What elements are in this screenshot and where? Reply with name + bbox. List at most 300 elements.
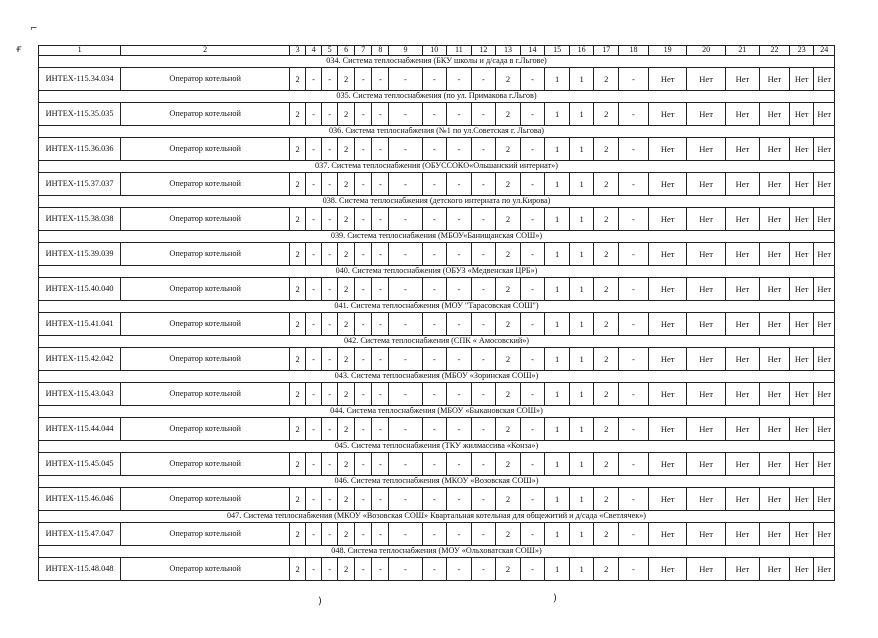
value-cell: 1 [545, 103, 570, 126]
value-cell: Нет [814, 68, 835, 91]
value-cell: 1 [569, 208, 594, 231]
value-cell: - [447, 558, 472, 581]
value-cell: Нет [789, 173, 814, 196]
value-cell: - [372, 313, 389, 336]
value-cell: 1 [569, 523, 594, 546]
value-cell: Нет [648, 173, 686, 196]
value-cell: Нет [760, 313, 790, 336]
value-cell: - [306, 523, 322, 546]
table-row [39, 68, 835, 91]
value-cell: Нет [725, 383, 759, 406]
value-cell: - [619, 383, 649, 406]
value-cell: - [372, 348, 389, 371]
system-title: 045. Система теплоснабжения (ТКУ жилмассива «Конза») [39, 441, 835, 453]
value-cell: 1 [545, 348, 570, 371]
value-cell: 2 [338, 488, 355, 511]
value-cell: Нет [760, 68, 790, 91]
workplace-code: ИНТЕХ-115.37.037 [39, 173, 121, 196]
value-cell: Нет [814, 348, 835, 371]
value-cell: - [372, 523, 389, 546]
value-cell: 1 [569, 243, 594, 266]
workplace-code: ИНТЕХ-115.48.048 [39, 558, 121, 581]
value-cell: - [471, 173, 496, 196]
value-cell: Нет [814, 103, 835, 126]
job-title: Оператор котельной [121, 173, 290, 196]
value-cell: - [471, 103, 496, 126]
value-cell: - [355, 383, 372, 406]
system-title-row [39, 91, 835, 103]
value-cell: - [389, 558, 422, 581]
value-cell: Нет [789, 208, 814, 231]
system-title: 044. Система теплоснабжения (МБОУ «Быкановская СОШ») [39, 406, 835, 418]
value-cell: - [520, 523, 545, 546]
table-row [39, 243, 835, 266]
column-number: 21 [725, 46, 759, 56]
value-cell: - [422, 348, 447, 371]
job-title: Оператор котельной [121, 278, 290, 301]
value-cell: Нет [814, 313, 835, 336]
value-cell: - [447, 68, 472, 91]
value-cell: Нет [789, 68, 814, 91]
value-cell: Нет [687, 243, 725, 266]
value-cell: 2 [594, 523, 619, 546]
value-cell: - [355, 68, 372, 91]
scan-mark-left-edge: ғ [16, 44, 22, 55]
value-cell: 2 [290, 103, 306, 126]
value-cell: - [372, 208, 389, 231]
value-cell: - [389, 488, 422, 511]
value-cell: Нет [725, 418, 759, 441]
value-cell: - [389, 138, 422, 161]
value-cell: - [471, 383, 496, 406]
value-cell: 1 [545, 208, 570, 231]
value-cell: - [306, 488, 322, 511]
value-cell: - [520, 103, 545, 126]
value-cell: Нет [687, 383, 725, 406]
value-cell: - [306, 453, 322, 476]
value-cell: 2 [496, 383, 521, 406]
value-cell: 1 [569, 68, 594, 91]
value-cell: 2 [594, 453, 619, 476]
value-cell: 2 [290, 348, 306, 371]
value-cell: - [447, 453, 472, 476]
job-title: Оператор котельной [121, 348, 290, 371]
value-cell: 2 [338, 173, 355, 196]
value-cell: Нет [760, 558, 790, 581]
value-cell: Нет [789, 243, 814, 266]
system-title: 035. Система теплоснабжения (по ул. Примакова г.Льгов) [39, 91, 835, 103]
value-cell: 2 [496, 243, 521, 266]
value-cell: 2 [594, 313, 619, 336]
value-cell: - [355, 103, 372, 126]
scan-mark-bottom-2: ) [553, 593, 557, 604]
value-cell: 2 [338, 558, 355, 581]
value-cell: 2 [594, 138, 619, 161]
value-cell: 2 [594, 173, 619, 196]
value-cell: - [422, 453, 447, 476]
column-number: 2 [121, 46, 290, 56]
value-cell: 2 [338, 383, 355, 406]
value-cell: Нет [687, 103, 725, 126]
job-title: Оператор котельной [121, 243, 290, 266]
value-cell: 1 [545, 313, 570, 336]
table-row [39, 208, 835, 231]
staffing-table-sheet [38, 45, 835, 581]
value-cell: 2 [290, 313, 306, 336]
table-row [39, 313, 835, 336]
value-cell: - [372, 68, 389, 91]
value-cell: - [389, 68, 422, 91]
value-cell: Нет [648, 68, 686, 91]
column-number: 3 [290, 46, 306, 56]
value-cell: - [355, 348, 372, 371]
value-cell: - [372, 453, 389, 476]
table-row [39, 418, 835, 441]
value-cell: Нет [648, 208, 686, 231]
value-cell: 2 [594, 103, 619, 126]
value-cell: 2 [496, 208, 521, 231]
value-cell: - [322, 453, 338, 476]
value-cell: - [619, 453, 649, 476]
value-cell: Нет [760, 418, 790, 441]
value-cell: - [619, 68, 649, 91]
value-cell: 1 [569, 558, 594, 581]
staffing-table [38, 45, 835, 581]
value-cell: - [306, 68, 322, 91]
value-cell: - [389, 453, 422, 476]
value-cell: 2 [338, 523, 355, 546]
value-cell: - [447, 173, 472, 196]
value-cell: Нет [725, 173, 759, 196]
workplace-code: ИНТЕХ-115.42.042 [39, 348, 121, 371]
column-number: 17 [594, 46, 619, 56]
value-cell: 2 [290, 173, 306, 196]
column-number: 4 [306, 46, 322, 56]
value-cell: - [471, 243, 496, 266]
value-cell: - [447, 208, 472, 231]
value-cell: 2 [290, 453, 306, 476]
workplace-code: ИНТЕХ-115.39.039 [39, 243, 121, 266]
system-title-row [39, 406, 835, 418]
value-cell: Нет [648, 453, 686, 476]
value-cell: - [422, 68, 447, 91]
system-title-row [39, 56, 835, 68]
value-cell: 1 [545, 383, 570, 406]
value-cell: - [355, 488, 372, 511]
value-cell: 2 [338, 138, 355, 161]
value-cell: 1 [545, 418, 570, 441]
value-cell: - [471, 488, 496, 511]
system-title: 036. Система теплоснабжения (№1 по ул.Советская г. Льгова) [39, 126, 835, 138]
value-cell: 2 [496, 138, 521, 161]
value-cell: 2 [338, 68, 355, 91]
value-cell: - [447, 523, 472, 546]
value-cell: Нет [814, 208, 835, 231]
value-cell: - [520, 138, 545, 161]
value-cell: - [306, 348, 322, 371]
value-cell: 2 [496, 173, 521, 196]
value-cell: - [355, 278, 372, 301]
value-cell: - [447, 103, 472, 126]
table-row [39, 523, 835, 546]
value-cell: - [306, 313, 322, 336]
system-title-row [39, 301, 835, 313]
value-cell: - [372, 138, 389, 161]
value-cell: - [520, 558, 545, 581]
value-cell: 1 [545, 138, 570, 161]
workplace-code: ИНТЕХ-115.34.034 [39, 68, 121, 91]
value-cell: Нет [725, 68, 759, 91]
value-cell: 2 [338, 418, 355, 441]
value-cell: 2 [496, 348, 521, 371]
value-cell: - [389, 278, 422, 301]
value-cell: Нет [687, 68, 725, 91]
value-cell: - [619, 243, 649, 266]
value-cell: Нет [814, 243, 835, 266]
value-cell: Нет [760, 383, 790, 406]
system-title: 040. Система теплоснабжения (ОБУЗ «Медвенская ЦРБ») [39, 266, 835, 278]
value-cell: Нет [648, 313, 686, 336]
value-cell: - [306, 103, 322, 126]
value-cell: Нет [648, 488, 686, 511]
column-number: 24 [814, 46, 835, 56]
value-cell: - [471, 523, 496, 546]
value-cell: Нет [725, 453, 759, 476]
value-cell: - [471, 138, 496, 161]
value-cell: - [372, 383, 389, 406]
table-row [39, 278, 835, 301]
value-cell: - [355, 173, 372, 196]
value-cell: - [322, 138, 338, 161]
workplace-code: ИНТЕХ-115.47.047 [39, 523, 121, 546]
column-number: 11 [447, 46, 472, 56]
value-cell: - [447, 278, 472, 301]
column-number: 13 [496, 46, 521, 56]
value-cell: - [355, 453, 372, 476]
value-cell: Нет [814, 488, 835, 511]
value-cell: 2 [496, 418, 521, 441]
value-cell: Нет [648, 138, 686, 161]
value-cell: Нет [760, 348, 790, 371]
value-cell: 2 [290, 488, 306, 511]
value-cell: - [520, 313, 545, 336]
value-cell: 2 [290, 383, 306, 406]
column-number: 22 [760, 46, 790, 56]
value-cell: Нет [648, 243, 686, 266]
value-cell: Нет [789, 348, 814, 371]
value-cell: - [520, 68, 545, 91]
value-cell: 1 [545, 173, 570, 196]
value-cell: - [619, 278, 649, 301]
value-cell: - [322, 173, 338, 196]
value-cell: 2 [496, 523, 521, 546]
value-cell: - [306, 243, 322, 266]
system-title-row [39, 266, 835, 278]
value-cell: - [520, 418, 545, 441]
value-cell: - [471, 558, 496, 581]
value-cell: Нет [814, 523, 835, 546]
value-cell: - [520, 243, 545, 266]
table-row [39, 348, 835, 371]
value-cell: Нет [648, 418, 686, 441]
value-cell: - [422, 208, 447, 231]
table-row [39, 558, 835, 581]
value-cell: 1 [545, 558, 570, 581]
value-cell: - [447, 348, 472, 371]
value-cell: 2 [290, 523, 306, 546]
value-cell: - [447, 138, 472, 161]
column-number: 19 [648, 46, 686, 56]
value-cell: - [306, 383, 322, 406]
value-cell: 2 [496, 453, 521, 476]
value-cell: Нет [789, 453, 814, 476]
job-title: Оператор котельной [121, 313, 290, 336]
value-cell: - [447, 383, 472, 406]
system-title-row [39, 161, 835, 173]
value-cell: Нет [725, 138, 759, 161]
value-cell: Нет [760, 453, 790, 476]
value-cell: - [355, 243, 372, 266]
value-cell: 2 [290, 208, 306, 231]
value-cell: - [372, 418, 389, 441]
value-cell: Нет [814, 138, 835, 161]
value-cell: - [372, 278, 389, 301]
value-cell: - [471, 348, 496, 371]
value-cell: 2 [594, 68, 619, 91]
system-title-row [39, 336, 835, 348]
value-cell: 2 [496, 488, 521, 511]
job-title: Оператор котельной [121, 138, 290, 161]
system-title-row [39, 196, 835, 208]
job-title: Оператор котельной [121, 103, 290, 126]
value-cell: Нет [687, 488, 725, 511]
value-cell: - [389, 418, 422, 441]
value-cell: 1 [545, 453, 570, 476]
value-cell: - [389, 313, 422, 336]
value-cell: Нет [648, 523, 686, 546]
value-cell: 2 [290, 558, 306, 581]
value-cell: Нет [725, 313, 759, 336]
value-cell: 1 [545, 68, 570, 91]
value-cell: 2 [338, 313, 355, 336]
value-cell: - [322, 243, 338, 266]
value-cell: Нет [687, 313, 725, 336]
value-cell: - [322, 523, 338, 546]
value-cell: Нет [760, 488, 790, 511]
value-cell: - [322, 68, 338, 91]
value-cell: 2 [594, 558, 619, 581]
job-title: Оператор котельной [121, 208, 290, 231]
system-title-row [39, 441, 835, 453]
value-cell: - [355, 558, 372, 581]
value-cell: Нет [725, 523, 759, 546]
value-cell: Нет [725, 243, 759, 266]
value-cell: - [471, 278, 496, 301]
value-cell: - [520, 278, 545, 301]
value-cell: Нет [789, 488, 814, 511]
value-cell: Нет [648, 278, 686, 301]
column-number: 10 [422, 46, 447, 56]
column-number: 15 [545, 46, 570, 56]
value-cell: 1 [545, 523, 570, 546]
value-cell: Нет [648, 348, 686, 371]
value-cell: Нет [648, 558, 686, 581]
column-number: 7 [355, 46, 372, 56]
value-cell: - [372, 243, 389, 266]
value-cell: 1 [545, 278, 570, 301]
value-cell: - [355, 418, 372, 441]
value-cell: 2 [338, 278, 355, 301]
value-cell: Нет [760, 138, 790, 161]
value-cell: 1 [569, 488, 594, 511]
value-cell: 2 [594, 278, 619, 301]
column-number: 8 [372, 46, 389, 56]
value-cell: - [471, 313, 496, 336]
system-title: 042. Система теплоснабжения (СПК « Амосовский») [39, 336, 835, 348]
value-cell: - [471, 68, 496, 91]
value-cell: - [355, 313, 372, 336]
value-cell: - [389, 208, 422, 231]
value-cell: - [322, 383, 338, 406]
workplace-code: ИНТЕХ-115.35.035 [39, 103, 121, 126]
value-cell: - [372, 558, 389, 581]
job-title: Оператор котельной [121, 383, 290, 406]
value-cell: - [389, 173, 422, 196]
value-cell: Нет [687, 173, 725, 196]
value-cell: 2 [338, 453, 355, 476]
column-number: 20 [687, 46, 725, 56]
workplace-code: ИНТЕХ-115.45.045 [39, 453, 121, 476]
value-cell: 2 [290, 243, 306, 266]
value-cell: - [520, 208, 545, 231]
system-title-row [39, 476, 835, 488]
value-cell: - [322, 278, 338, 301]
value-cell: - [372, 488, 389, 511]
value-cell: - [520, 488, 545, 511]
value-cell: Нет [814, 278, 835, 301]
workplace-code: ИНТЕХ-115.44.044 [39, 418, 121, 441]
value-cell: 2 [594, 208, 619, 231]
value-cell: 1 [545, 488, 570, 511]
value-cell: - [619, 208, 649, 231]
value-cell: 2 [496, 313, 521, 336]
value-cell: Нет [687, 418, 725, 441]
value-cell: Нет [789, 558, 814, 581]
table-row [39, 488, 835, 511]
value-cell: - [322, 488, 338, 511]
value-cell: 1 [569, 173, 594, 196]
value-cell: 1 [569, 383, 594, 406]
value-cell: - [389, 348, 422, 371]
value-cell: Нет [687, 453, 725, 476]
column-number: 5 [322, 46, 338, 56]
value-cell: - [619, 313, 649, 336]
value-cell: Нет [648, 383, 686, 406]
value-cell: 2 [594, 418, 619, 441]
system-title: 043. Система теплоснабжения (МБОУ «Зоринская СОШ») [39, 371, 835, 383]
value-cell: - [306, 418, 322, 441]
value-cell: - [322, 103, 338, 126]
value-cell: - [520, 453, 545, 476]
value-cell: - [422, 418, 447, 441]
value-cell: - [422, 313, 447, 336]
value-cell: - [471, 208, 496, 231]
value-cell: - [471, 453, 496, 476]
job-title: Оператор котельной [121, 558, 290, 581]
value-cell: - [619, 103, 649, 126]
value-cell: - [372, 173, 389, 196]
value-cell: Нет [789, 523, 814, 546]
